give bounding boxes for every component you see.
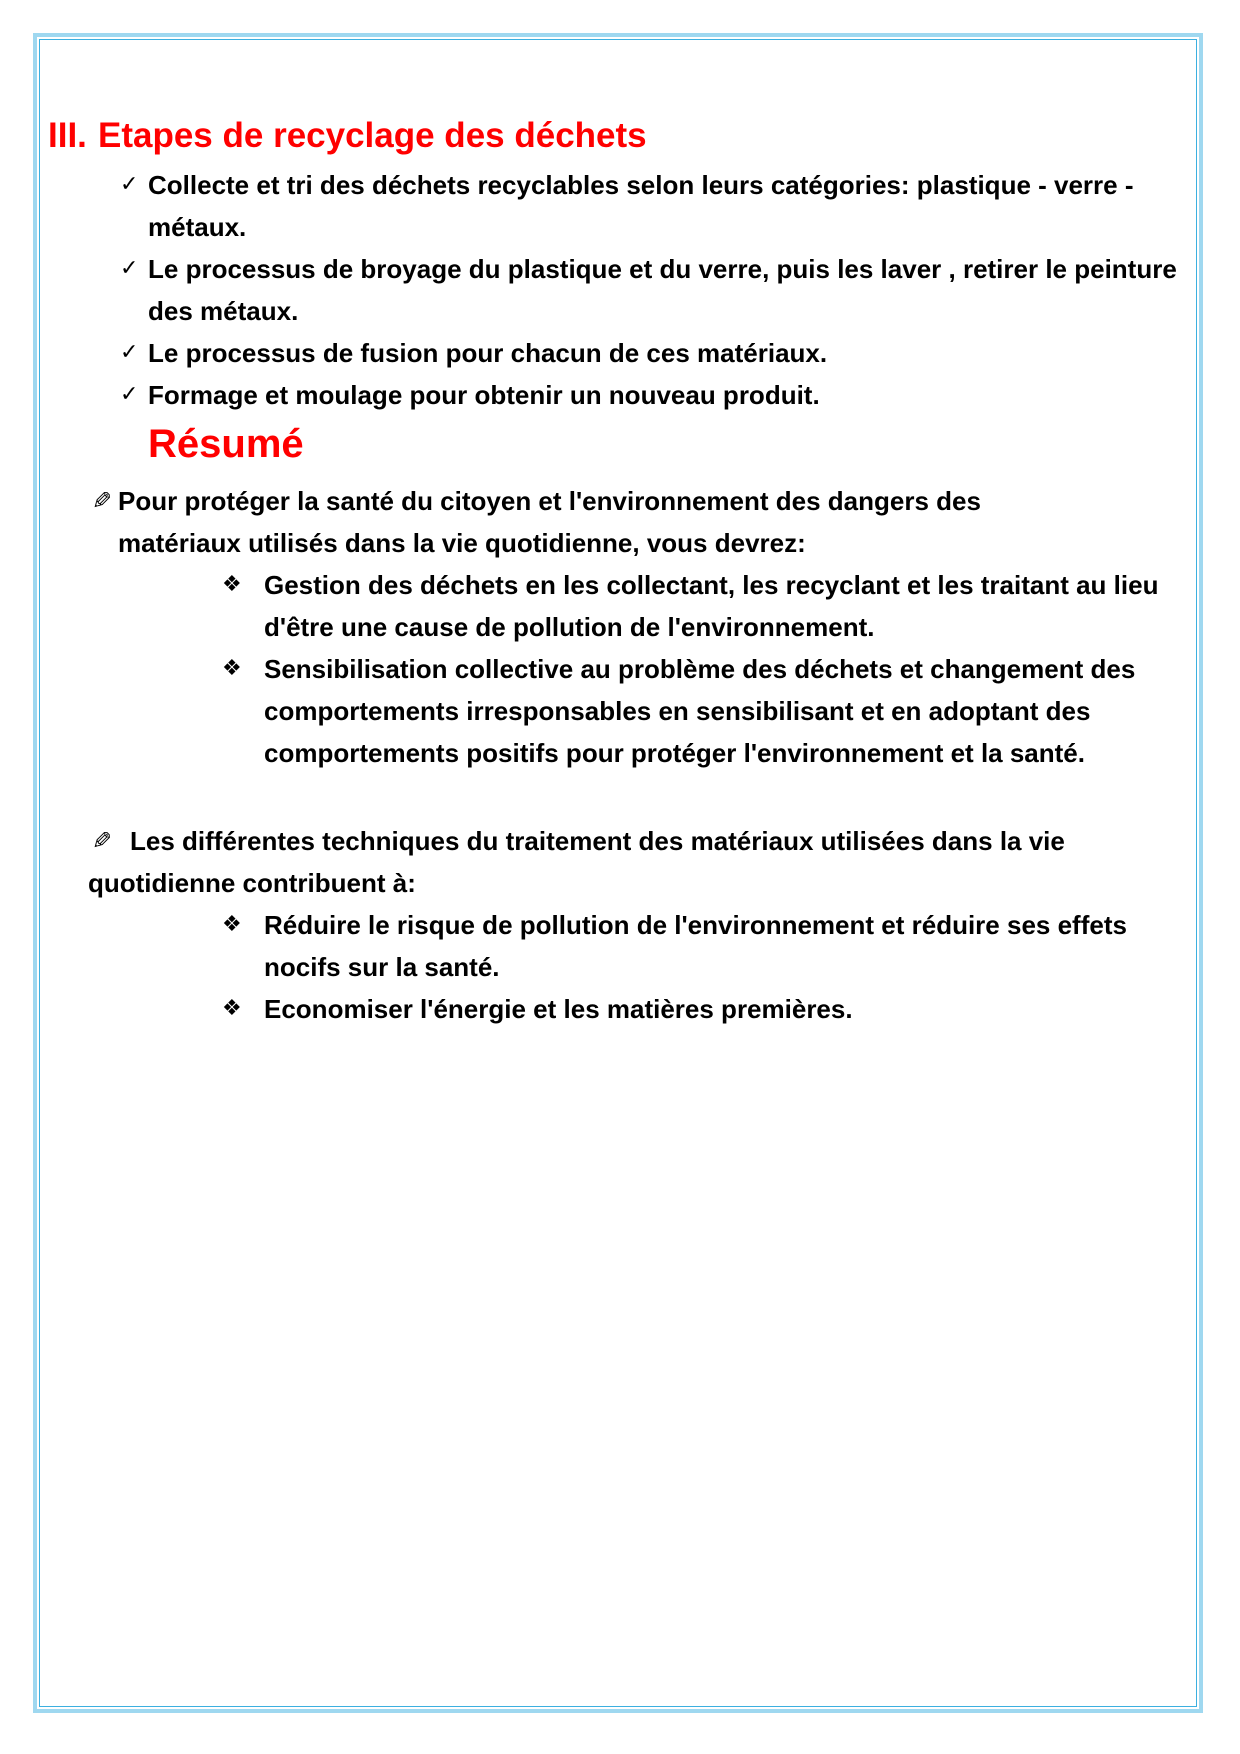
summary-item <box>222 564 1192 648</box>
diamond-icon: ❖ <box>222 656 242 681</box>
summary-item <box>222 904 1192 988</box>
pencil-icon: ✎ <box>91 827 112 855</box>
step-text: Le processus de broyage du plastique et du verre, puis les laver , retirer le peinture des métaux. <box>148 254 1177 326</box>
summary-item <box>222 988 1192 1030</box>
diamond-icon: ❖ <box>222 572 242 597</box>
section-title: Etapes de recyclage des déchets <box>98 116 647 155</box>
step-text: Collecte et tri des déchets recyclables selon leurs catégories: plastique - verre - métaux. <box>148 170 1134 242</box>
check-icon: ✓ <box>120 382 139 407</box>
step-item <box>120 164 1190 248</box>
step-item <box>120 332 1190 374</box>
step-item <box>120 374 1190 416</box>
summary-paragraph <box>76 820 1186 904</box>
summary-paragraph-text: Pour protéger la santé du citoyen et l'environnement des dangers des matériaux utilisés dans la vie quotidienne, vous devrez: <box>118 486 981 558</box>
diamond-icon: ❖ <box>222 912 242 937</box>
summary-item-text: Economiser l'énergie et les matières premières. <box>264 994 853 1024</box>
summary-paragraph-text: Les différentes techniques du traitement des matériaux utilisées dans la vie quotidienne contribuent à: <box>88 826 1065 898</box>
step-text: Le processus de fusion pour chacun de ces matériaux. <box>148 338 828 368</box>
summary-title: Résumé <box>148 422 304 466</box>
summary-paragraph <box>76 480 1096 564</box>
step-text: Formage et moulage pour obtenir un nouveau produit. <box>148 380 820 410</box>
summary-item-text: Sensibilisation collective au problème des déchets et changement des comportements irresponsables en sensibilisant et en adoptant des comportements positifs pour protéger l'environnement et la santé. <box>264 654 1136 768</box>
section-heading <box>48 112 647 160</box>
check-icon: ✓ <box>120 172 139 197</box>
summary-item <box>222 648 1192 774</box>
step-item <box>120 248 1190 332</box>
check-icon: ✓ <box>120 256 139 281</box>
pencil-icon: ✎ <box>91 487 112 515</box>
summary-item-text: Gestion des déchets en les collectant, les recyclant et les traitant au lieu d'être une cause de pollution de l'environnement. <box>264 570 1159 642</box>
summary-item-text: Réduire le risque de pollution de l'environnement et réduire ses effets nocifs sur la santé. <box>264 910 1127 982</box>
diamond-icon: ❖ <box>222 996 242 1021</box>
section-number: III. <box>48 116 87 155</box>
check-icon: ✓ <box>120 340 139 365</box>
